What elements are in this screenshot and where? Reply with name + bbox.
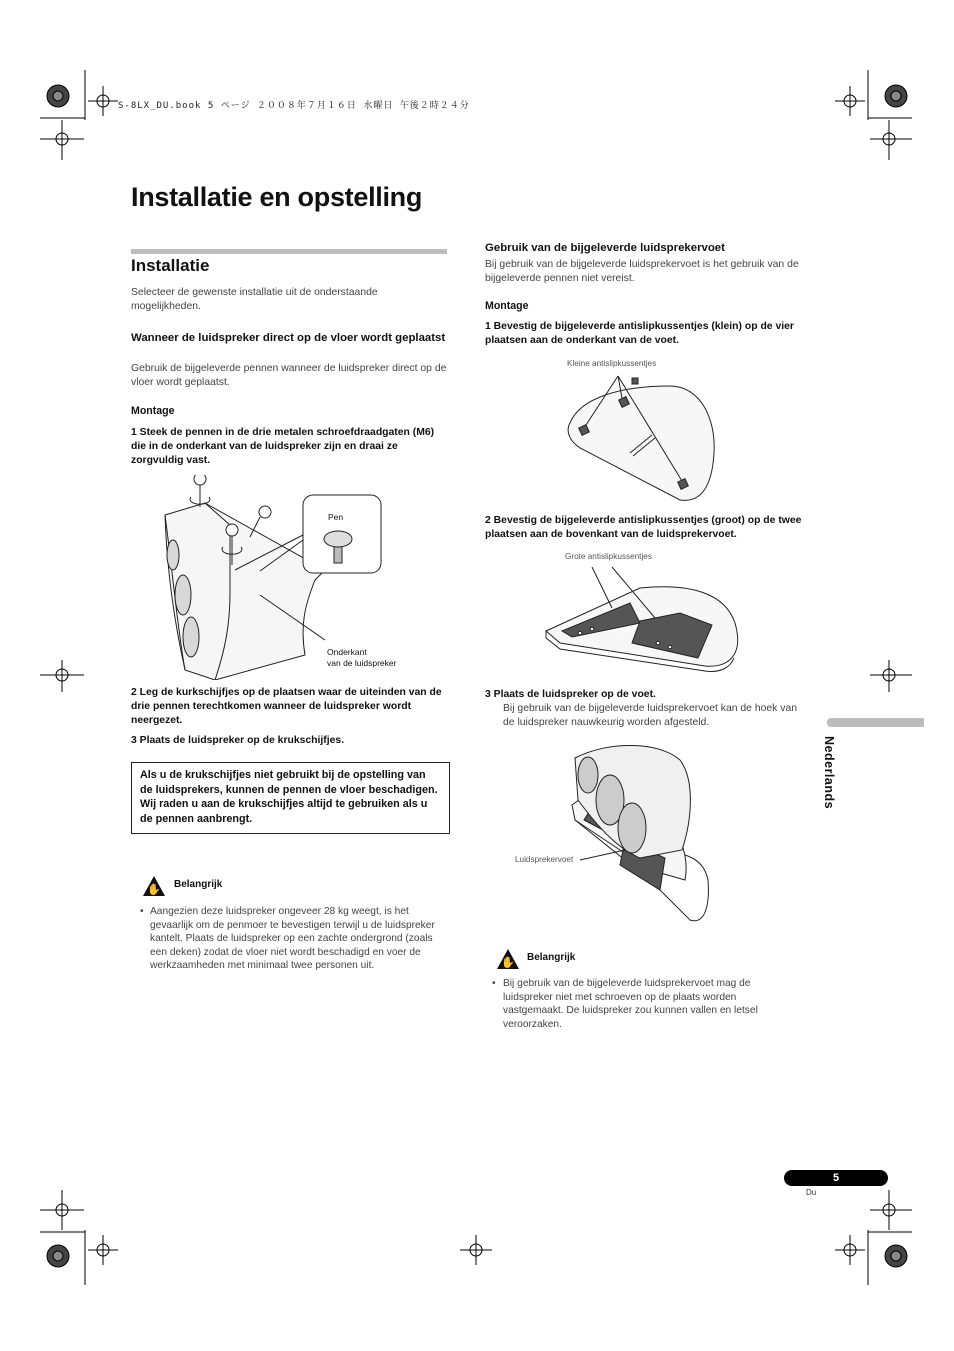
stand-subtitle: Gebruik van de bijgeleverde luidsprekervoet (485, 242, 725, 254)
important-icon (142, 875, 166, 897)
left-step-1: 1 Steek de pennen in de drie metalen schroefdraadgaten (M6) die in de onderkant van de luidspreker zijn en draai ze zorgvuldig vast. (131, 427, 435, 466)
right-step-3-title: 3 Plaats de luidspreker op de voet. (485, 689, 656, 700)
montage-heading-right: Montage (485, 300, 529, 312)
floor-subtitle: Wanneer de luidspreker direct op de vloer wordt geplaatst (131, 332, 446, 344)
pen-label: Pen (328, 512, 344, 522)
important-icon-right (496, 948, 520, 970)
svg-text:✋: ✋ (501, 956, 515, 969)
important-text-right: Bij gebruik van de bijgeleverde luidsprekervoet mag de luidspreker niet met schroeven op de plaats worden vastgemaakt. De luidspreker zou kunnen vallen en letsel veroorzaken. (503, 978, 758, 1030)
bottom-label-1: Onderkant (327, 647, 367, 657)
page-number: 5 (784, 1170, 888, 1186)
bottom-label-2: van de luidspreker (327, 658, 397, 668)
section-title: Installatie (131, 256, 210, 275)
floor-text: Gebruik de bijgeleverde pennen wanneer de luidspreker direct op de vloer wordt geplaatst. (131, 363, 447, 388)
stand-label: Luidsprekervoet (515, 855, 574, 864)
section-rule (131, 249, 447, 254)
speaker-on-stand-illustration (570, 740, 715, 930)
right-step-3-text: Bij gebruik van de bijgeleverde luidsprekervoet kan de hoek van de luidspreker nauwkeurig worden afgesteld. (503, 703, 798, 728)
montage-heading-left: Montage (131, 405, 175, 417)
svg-text:✋: ✋ (147, 883, 161, 896)
bullet-dot-right: • (492, 978, 496, 989)
important-label-left: Belangrijk (174, 879, 223, 890)
bullet-dot-left: • (140, 906, 144, 917)
intro-text: Selecteer de gewenste installatie uit de onderstaande mogelijkheden. (131, 287, 378, 312)
right-step-2: 2 Bevestig de bijgeleverde antislipkussentjes (groot) op de twee plaatsen aan de bovenkant van de luidsprekervoet. (485, 515, 802, 540)
language-tab-label: Nederlands (822, 736, 836, 810)
registration-marks-bottom (0, 1190, 954, 1351)
small-pads-label: Kleine antislipkussentjes (567, 359, 657, 368)
stand-top-illustration (540, 563, 745, 673)
print-info-line: S-8LX_DU.book 5 ページ ２００８年７月１６日 水曜日 午後２時２４分 (118, 101, 470, 111)
page-language: Du (806, 1188, 817, 1197)
stand-bottom-illustration (560, 368, 720, 508)
large-pads-label: Grote antislipkussentjes (565, 552, 652, 561)
important-label-right: Belangrijk (527, 952, 576, 963)
warning-box: Als u de krukschijfjes niet gebruikt bij de opstelling van de luidsprekers, kunnen de pennen de vloer beschadigen. Wij raden u aan de krukschijfjes altijd te gebruiken als u de pennen aanbrengt. (131, 762, 450, 834)
registration-marks-top (0, 0, 954, 190)
left-step-3: 3 Plaats de luidspreker op de krukschijfjes. (131, 735, 345, 746)
page-title: Installatie en opstelling (131, 182, 423, 212)
stand-text: Bij gebruik van de bijgeleverde luidsprekervoet is het gebruik van de bijgeleverde pennen niet vereist. (485, 259, 799, 284)
left-step-2: 2 Leg de kurkschijfjes op de plaatsen waar de uiteinden van de drie pennen terechtkomen wanneer de luidspreker wordt neergezet. (131, 687, 442, 726)
language-tab-bar (827, 718, 924, 727)
speaker-pins-illustration (155, 475, 435, 680)
right-step-1: 1 Bevestig de bijgeleverde antislipkussentjes (klein) op de vier plaatsen aan de onderkant van de voet. (485, 321, 794, 346)
important-text-left: Aangezien deze luidspreker ongeveer 28 kg weegt, is het gevaarlijk om de penmoer te bevestigen terwijl u de luidspreker kantelt. Plaats de luidspreker op een zachte ondergrond (zoals een deken) zodat de vloer niet wordt beschadigd en voer de werkzaamheden met minimaal twee personen uit. (150, 906, 435, 971)
